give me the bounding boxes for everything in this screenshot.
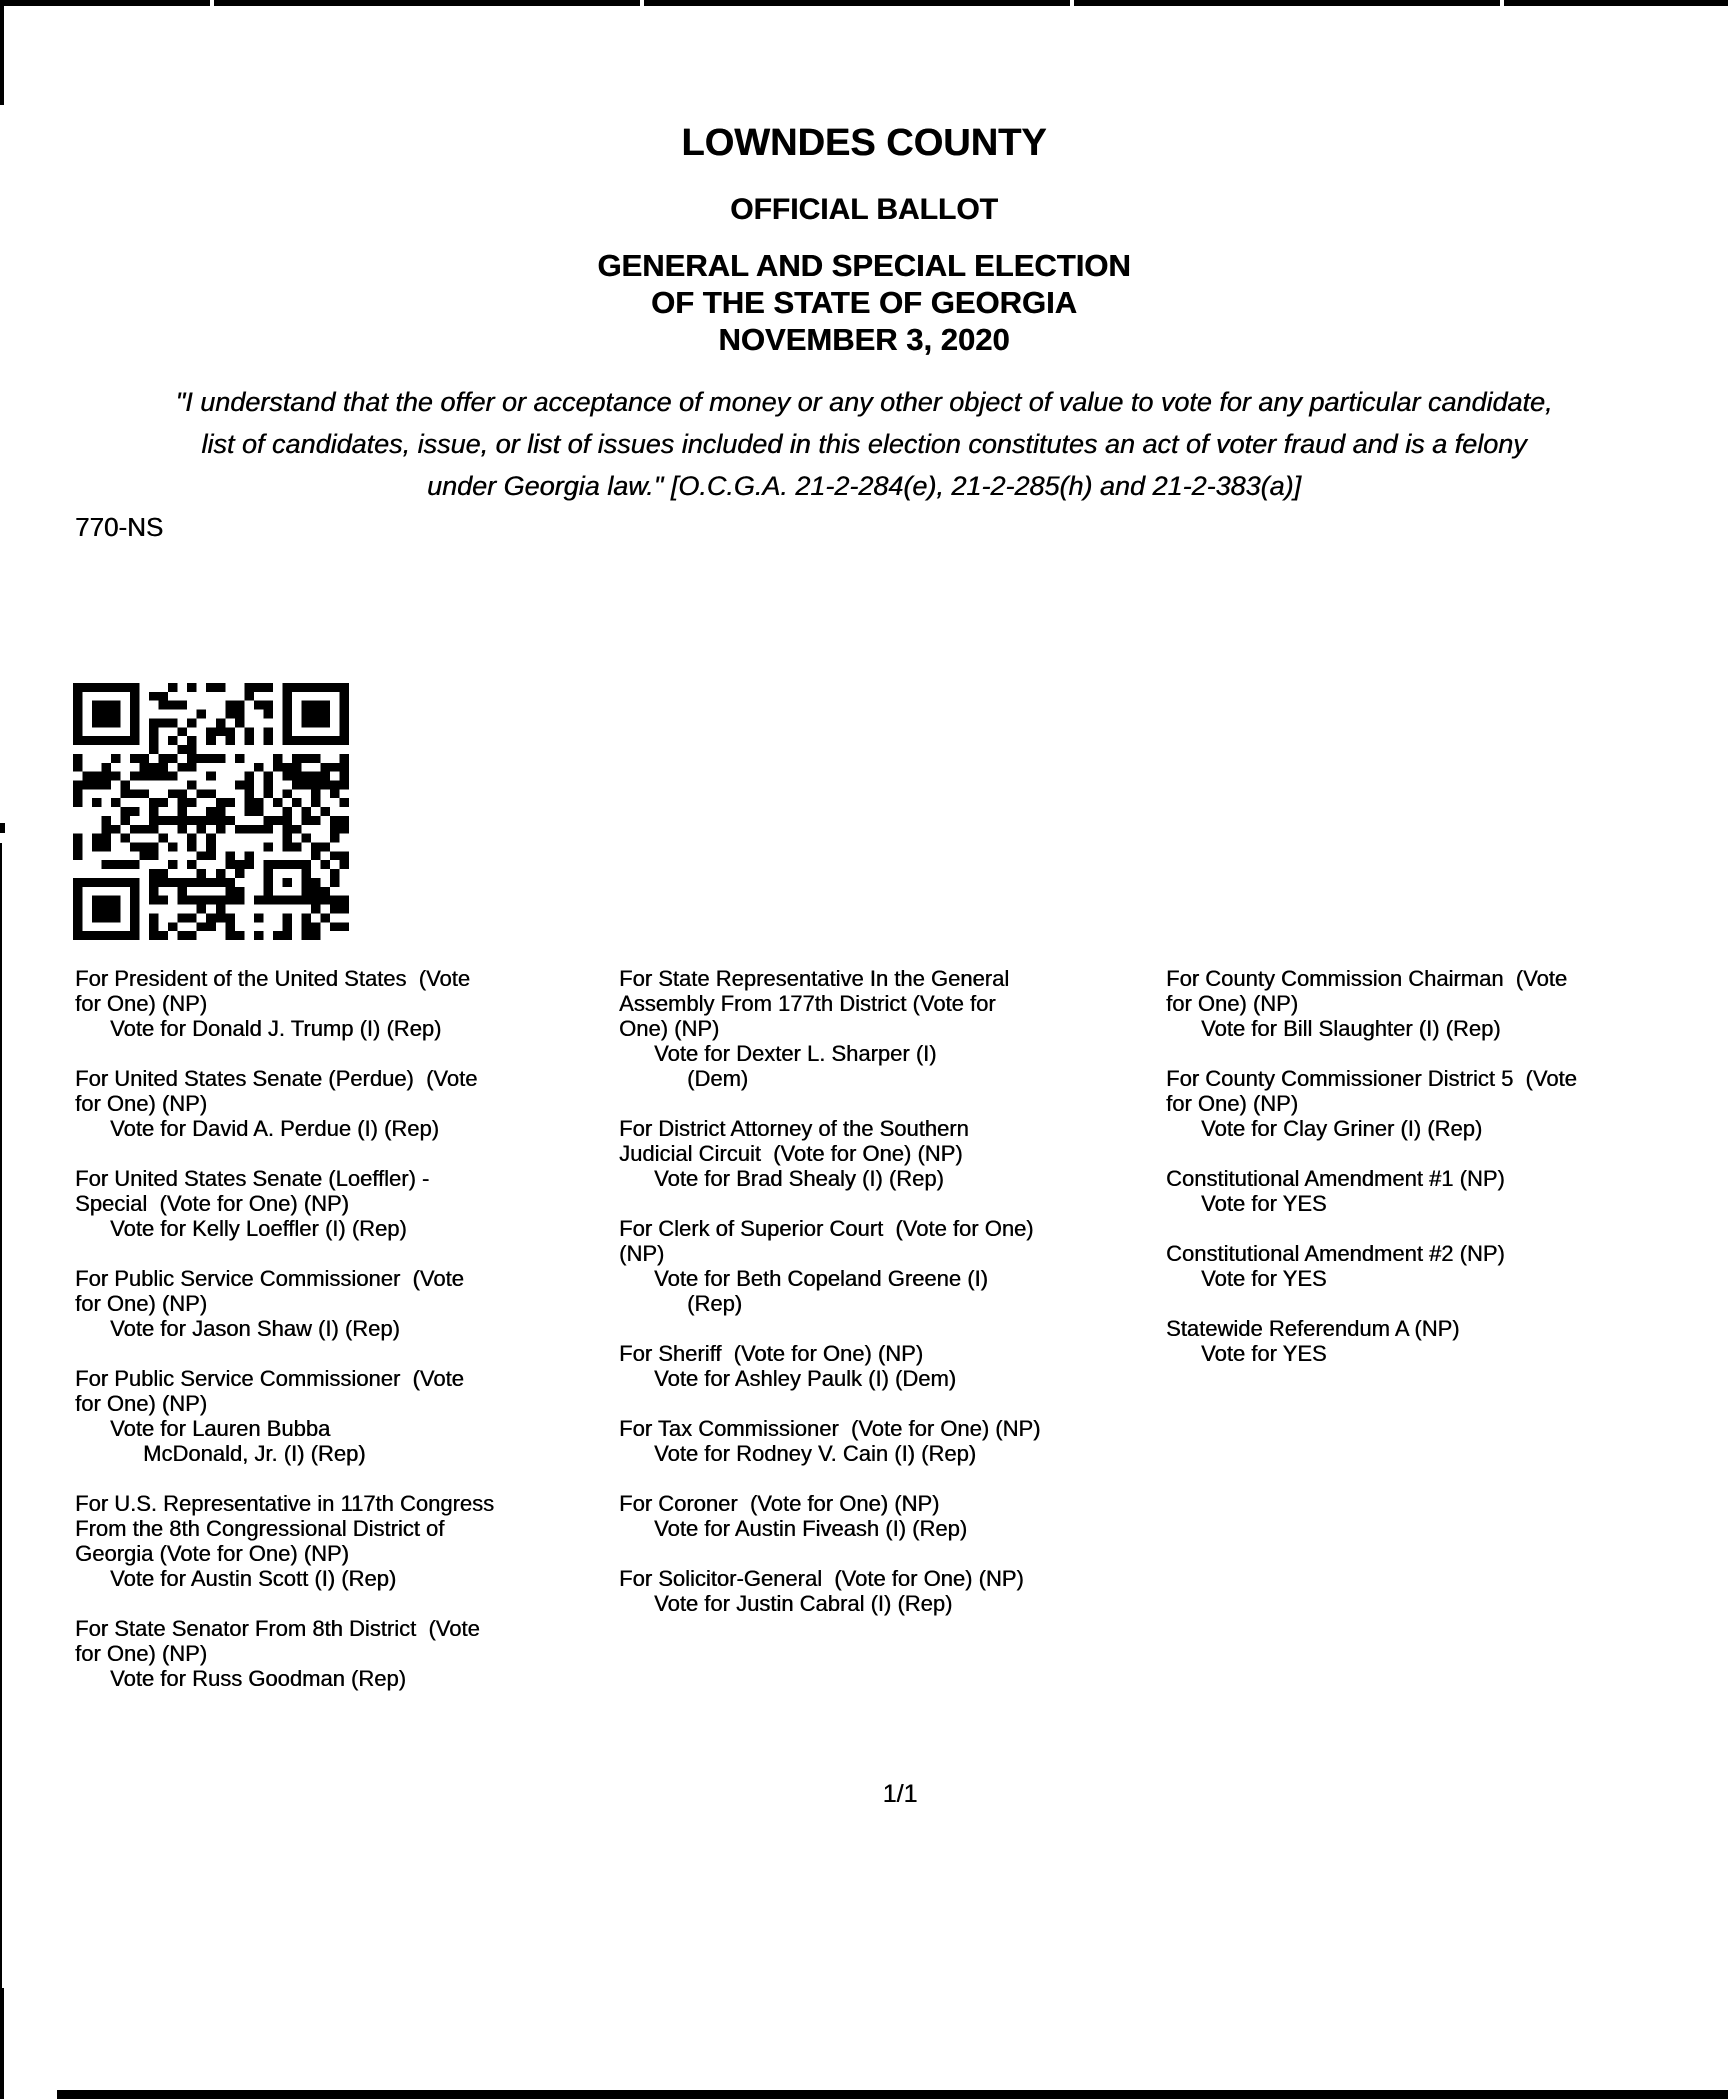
contest-title-line: For County Commissioner District 5 (Vote <box>1166 1066 1577 1091</box>
contest-title-line: For Coroner (Vote for One) (NP) <box>619 1491 940 1516</box>
contest-block <box>619 1491 1159 1541</box>
disclaimer-line: under Georgia law." [O.C.G.A. 21-2-284(e), 21-2-285(h) and 21-2-383(a)] <box>426 471 1302 501</box>
vote-selection-line: Vote for Rodney V. Cain (I) (Rep) <box>654 1441 977 1466</box>
contest-title-line: Georgia (Vote for One) (NP) <box>75 1541 349 1566</box>
contest-title-line: For Tax Commissioner (Vote for One) (NP) <box>619 1416 1041 1441</box>
contest-title-line: (NP) <box>619 1241 665 1266</box>
vote-selection-line: Vote for Austin Scott (I) (Rep) <box>110 1566 397 1591</box>
contest-title-line: for One) (NP) <box>75 1641 208 1666</box>
contest-title-line: For State Representative In the General <box>619 966 1010 991</box>
contest-block <box>75 1166 615 1241</box>
contest-title-line: Constitutional Amendment #1 (NP) <box>1166 1166 1505 1191</box>
vote-selection-line: Vote for Ashley Paulk (I) (Dem) <box>654 1366 956 1391</box>
ballot-style-code: 770-NS <box>75 512 164 542</box>
vote-selection-line: Vote for Beth Copeland Greene (I) <box>654 1266 988 1291</box>
contest-title-line: For County Commission Chairman (Vote <box>1166 966 1568 991</box>
vote-selection-line: Vote for Kelly Loeffler (I) (Rep) <box>110 1216 407 1241</box>
contest-block <box>619 1566 1159 1616</box>
contest-title-line: for One) (NP) <box>1166 991 1299 1016</box>
vote-selection-line: Vote for Lauren Bubba <box>110 1416 331 1441</box>
scan-artifact-left-line-bottom <box>0 1988 4 2099</box>
contest-title-line: for One) (NP) <box>75 1291 208 1316</box>
contest-title-line: For State Senator From 8th District (Vote <box>75 1616 480 1641</box>
contest-title-line: For Clerk of Superior Court (Vote for One) <box>619 1216 1034 1241</box>
contest-title-line: For Public Service Commissioner (Vote <box>75 1366 464 1391</box>
contest-block <box>75 1266 615 1341</box>
contest-block <box>619 1341 1159 1391</box>
contest-title-line: From the 8th Congressional District of <box>75 1516 445 1541</box>
contest-block <box>75 1066 615 1141</box>
vote-selection-line: Vote for Clay Griner (I) (Rep) <box>1201 1116 1483 1141</box>
qr-code <box>73 683 349 940</box>
vote-selection-line: (Rep) <box>687 1291 743 1316</box>
vote-selection-line: Vote for Russ Goodman (Rep) <box>110 1666 406 1691</box>
ballot-column-1 <box>75 966 615 1716</box>
ballot-column-3 <box>1166 966 1728 1391</box>
scan-artifact-bottom-bar <box>57 2090 1728 2099</box>
contest-block <box>1166 966 1728 1041</box>
scan-artifact-left-tick <box>0 823 5 833</box>
contest-block <box>1166 1066 1728 1141</box>
contest-block <box>619 1216 1159 1316</box>
ballot-type-title: OFFICIAL BALLOT <box>730 193 998 226</box>
contest-block <box>1166 1316 1728 1366</box>
contest-title-line: For District Attorney of the Southern <box>619 1116 969 1141</box>
scan-artifact-left-line <box>0 843 2 1990</box>
scan-artifact-top-bar <box>0 0 1728 6</box>
fraud-disclaimer <box>0 381 1728 507</box>
vote-selection-line: Vote for Jason Shaw (I) (Rep) <box>110 1316 400 1341</box>
vote-selection-line: Vote for YES <box>1201 1266 1327 1291</box>
vote-selection-line: McDonald, Jr. (I) (Rep) <box>143 1441 366 1466</box>
election-title-line2: OF THE STATE OF GEORGIA <box>651 285 1077 320</box>
vote-selection-line: Vote for Austin Fiveash (I) (Rep) <box>654 1516 968 1541</box>
county-title: LOWNDES COUNTY <box>681 122 1047 164</box>
contest-block <box>75 1366 615 1466</box>
contest-title-line: Judicial Circuit (Vote for One) (NP) <box>619 1141 963 1166</box>
contest-title-line: for One) (NP) <box>75 991 208 1016</box>
disclaimer-line: "I understand that the offer or acceptance of money or any other object of value to vote for any particular candidate, <box>175 387 1553 417</box>
vote-selection-line: Vote for Donald J. Trump (I) (Rep) <box>110 1016 442 1041</box>
contest-title-line: for One) (NP) <box>1166 1091 1299 1116</box>
contest-block <box>619 966 1159 1091</box>
disclaimer-line: list of candidates, issue, or list of issues included in this election constitutes an act of voter fraud and is a felony <box>201 429 1527 459</box>
contest-title-line: For Solicitor-General (Vote for One) (NP) <box>619 1566 1024 1591</box>
vote-selection-line: (Dem) <box>687 1066 749 1091</box>
contest-block <box>1166 1166 1728 1216</box>
ballot-column-2 <box>619 966 1159 1641</box>
contest-block <box>619 1116 1159 1191</box>
scan-artifact-left-line-top <box>0 5 4 105</box>
contest-block <box>1166 1241 1728 1291</box>
contest-title-line: for One) (NP) <box>75 1091 208 1116</box>
vote-selection-line: Vote for Brad Shealy (I) (Rep) <box>654 1166 944 1191</box>
election-date: NOVEMBER 3, 2020 <box>718 322 1010 357</box>
contest-title-line: Special (Vote for One) (NP) <box>75 1191 349 1216</box>
contest-title-line: For United States Senate (Perdue) (Vote <box>75 1066 478 1091</box>
election-title-line1: GENERAL AND SPECIAL ELECTION <box>597 248 1131 283</box>
contest-title-line: Constitutional Amendment #2 (NP) <box>1166 1241 1505 1266</box>
contest-title-line: For United States Senate (Loeffler) - <box>75 1166 430 1191</box>
vote-selection-line: Vote for Bill Slaughter (I) (Rep) <box>1201 1016 1501 1041</box>
contest-title-line: One) (NP) <box>619 1016 720 1041</box>
election-title <box>0 247 1728 358</box>
contest-block <box>75 966 615 1041</box>
contest-block <box>619 1416 1159 1466</box>
page-number: 1/1 <box>882 1780 918 1808</box>
vote-selection-line: Vote for YES <box>1201 1341 1327 1366</box>
contest-title-line: for One) (NP) <box>75 1391 208 1416</box>
contest-title-line: For Sheriff (Vote for One) (NP) <box>619 1341 924 1366</box>
contest-title-line: For President of the United States (Vote <box>75 966 470 991</box>
contest-title-line: For Public Service Commissioner (Vote <box>75 1266 464 1291</box>
contest-title-line: For U.S. Representative in 117th Congress <box>75 1491 495 1516</box>
vote-selection-line: Vote for Justin Cabral (I) (Rep) <box>654 1591 953 1616</box>
contest-title-line: Assembly From 177th District (Vote for <box>619 991 996 1016</box>
vote-selection-line: Vote for David A. Perdue (I) (Rep) <box>110 1116 439 1141</box>
vote-selection-line: Vote for YES <box>1201 1191 1327 1216</box>
contest-block <box>75 1491 615 1591</box>
contest-block <box>75 1616 615 1691</box>
vote-selection-line: Vote for Dexter L. Sharper (I) <box>654 1041 937 1066</box>
contest-title-line: Statewide Referendum A (NP) <box>1166 1316 1460 1341</box>
